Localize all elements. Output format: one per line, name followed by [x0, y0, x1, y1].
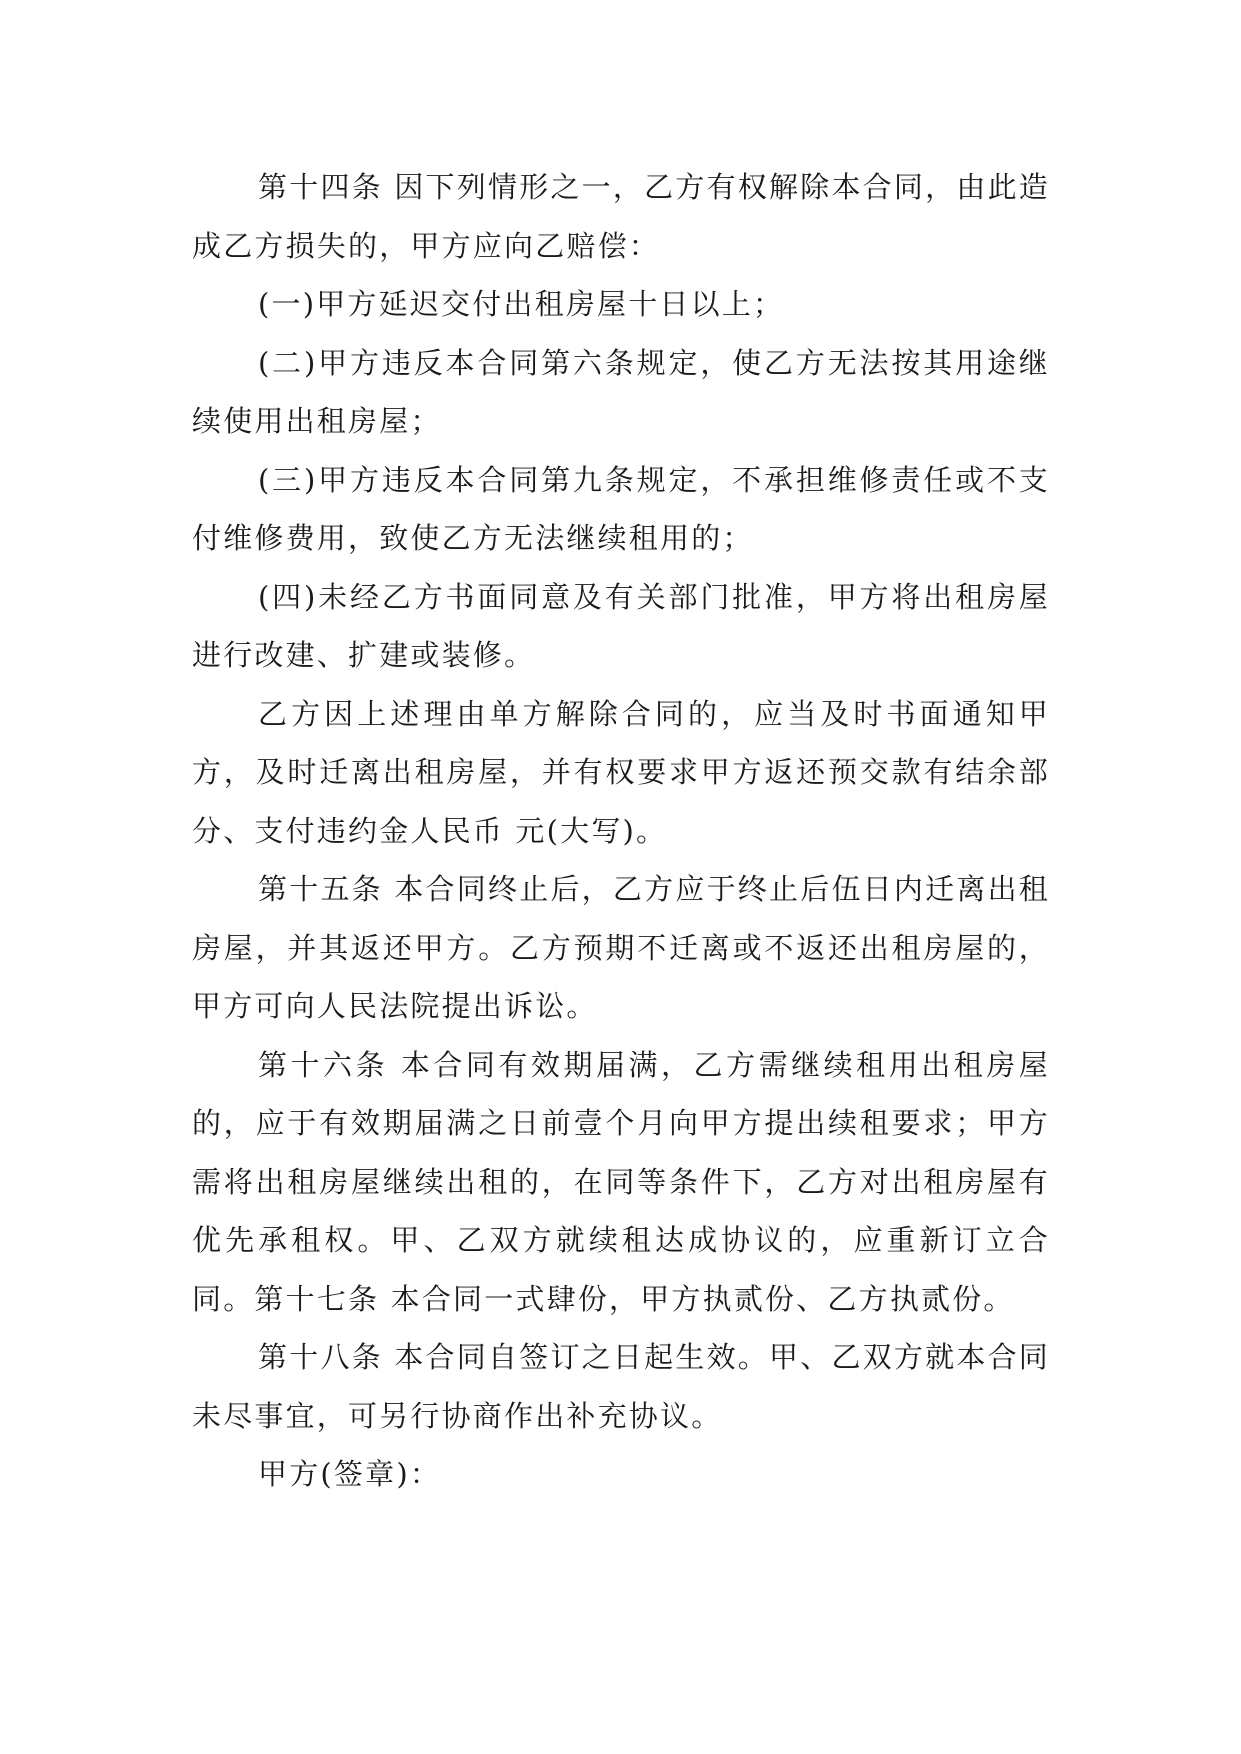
clause-14-item-1: (一)甲方延迟交付出租房屋十日以上；: [258, 287, 785, 321]
clause-18: 第十八条 本合同自签订之日起生效。甲、乙双方就本合同未尽事宜，可另行协商作出补充协议。: [192, 1340, 1050, 1433]
clause-14-item-2: (二)甲方违反本合同第六条规定，使乙方无法按其用途继续使用出租房屋；: [192, 345, 1050, 438]
clause-14-item-4: (四)未经乙方书面同意及有关部门批准，甲方将出租房屋进行改建、扩建或装修。: [192, 579, 1050, 672]
contract-body: [192, 158, 1050, 1504]
clause-16-17: 第十六条 本合同有效期届满，乙方需继续租用出租房屋的，应于有效期届满之日前壹个月向甲方提出续租要求；甲方需将出租房屋继续出租的，在同等条件下，乙方对出租房屋有优先承租权。甲、乙双方就续租达成协议的，应重新订立合同。第十七条 本合同一式肆份，甲方执贰份、乙方执贰份。: [192, 1047, 1050, 1316]
party-a-signature-line: 甲方(签章)：: [258, 1457, 442, 1491]
clause-15: 第十五条 本合同终止后，乙方应于终止后伍日内迁离出租房屋，并其返还甲方。乙方预期不迁离或不返还出租房屋的，甲方可向人民法院提出诉讼。: [192, 872, 1050, 1023]
clause-14-intro: 第十四条 因下列情形之一，乙方有权解除本合同，由此造成乙方损失的，甲方应向乙赔偿：: [192, 170, 1050, 263]
clause-14-termination-terms: 乙方因上述理由单方解除合同的，应当及时书面通知甲方，及时迁离出租房屋，并有权要求甲方返还预交款有结余部分、支付违约金人民币 元(大写)。: [192, 696, 1050, 848]
clause-14-item-3: (三)甲方违反本合同第九条规定，不承担维修责任或不支付维修费用，致使乙方无法继续租用的；: [192, 462, 1050, 555]
